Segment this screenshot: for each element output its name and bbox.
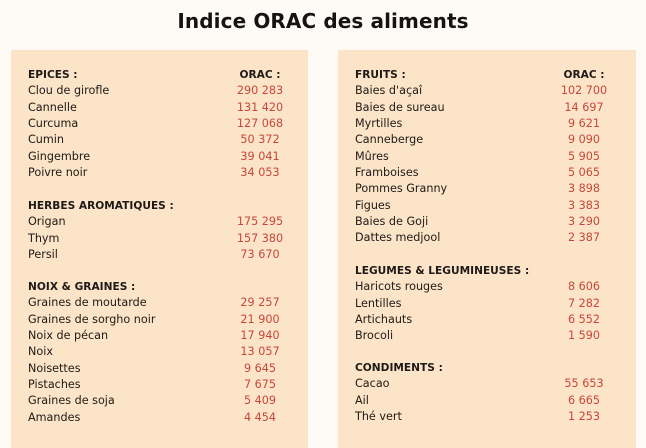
orac-value: 127 068: [236, 117, 284, 131]
food-name: Lentilles: [355, 296, 402, 310]
section-title: FRUITS :: [355, 69, 406, 81]
food-name: Canneberge: [355, 133, 424, 147]
food-name: Cannelle: [28, 100, 77, 114]
food-name: Cumin: [28, 133, 64, 147]
list-item: [11, 361, 308, 377]
food-name: Myrtilles: [355, 117, 403, 131]
orac-value: 102 700: [560, 84, 608, 98]
left-panel: [11, 50, 308, 448]
orac-value: 5 905: [567, 149, 601, 163]
orac-header: ORAC :: [239, 69, 281, 81]
orac-value: 3 290: [567, 215, 601, 229]
food-name: Baies d'açaî: [355, 84, 423, 98]
list-item: [338, 296, 636, 312]
orac-value: 3 898: [567, 182, 601, 196]
list-item: [11, 393, 308, 409]
orac-header: ORAC :: [563, 69, 605, 81]
list-item: [338, 181, 636, 197]
list-item: [11, 312, 308, 328]
food-name: Persil: [28, 248, 58, 262]
section-title: NOIX & GRAINES :: [28, 281, 136, 293]
orac-value: 175 295: [236, 215, 284, 229]
orac-value: 14 697: [564, 100, 604, 114]
food-name: Noisettes: [28, 361, 81, 375]
orac-value: 73 670: [240, 248, 280, 262]
section-header: [338, 360, 636, 376]
orac-value: 3 383: [567, 198, 601, 212]
food-name: Pistaches: [28, 378, 81, 392]
food-name: Gingembre: [28, 149, 91, 163]
orac-value: 4 454: [243, 410, 277, 424]
orac-value: 39 041: [240, 149, 280, 163]
list-item: [338, 312, 636, 328]
orac-value: 2 387: [567, 231, 601, 245]
list-item: [11, 116, 308, 132]
food-name: Clou de girofle: [28, 84, 110, 98]
orac-value: 13 057: [240, 345, 280, 359]
list-item: [338, 230, 636, 246]
list-item: [338, 214, 636, 230]
orac-value: 8 606: [567, 280, 601, 294]
list-item: [338, 165, 636, 181]
food-name: Thym: [28, 231, 60, 245]
section-title: CONDIMENTS :: [355, 362, 443, 374]
orac-value: 1 590: [567, 329, 601, 343]
list-item: [11, 132, 308, 148]
food-name: Brocoli: [355, 329, 394, 343]
list-item: [11, 377, 308, 393]
list-item: [11, 344, 308, 360]
list-item: [11, 100, 308, 116]
orac-value: 5 065: [567, 166, 601, 180]
food-name: Artichauts: [355, 313, 413, 327]
orac-value: 131 420: [236, 100, 284, 114]
food-name: Dattes medjool: [355, 231, 441, 245]
section-fruits: [338, 67, 636, 247]
food-name: Noix de pécan: [28, 329, 109, 343]
orac-value: 290 283: [236, 84, 284, 98]
orac-value: 34 053: [240, 166, 280, 180]
section-header: [11, 279, 308, 295]
orac-value: 6 552: [567, 313, 601, 327]
section-title: EPICES :: [28, 69, 78, 81]
food-name: Amandes: [28, 410, 81, 424]
food-name: Figues: [355, 198, 391, 212]
orac-value: 9 090: [567, 133, 601, 147]
orac-value: 9 645: [243, 361, 277, 375]
section-legumes: [338, 263, 636, 345]
orac-value: 1 253: [567, 410, 601, 424]
food-name: Origan: [28, 215, 66, 229]
list-item: [338, 279, 636, 295]
section-condiments: [338, 360, 636, 425]
section-herbes: [11, 198, 308, 263]
food-name: Noix: [28, 345, 53, 359]
orac-value: 157 380: [236, 231, 284, 245]
section-header: [11, 198, 308, 214]
section-header: [11, 67, 308, 83]
list-item: [11, 410, 308, 426]
orac-value: 7 282: [567, 296, 601, 310]
orac-value: 5 409: [243, 394, 277, 408]
list-item: [11, 165, 308, 181]
list-item: [11, 328, 308, 344]
list-item: [338, 100, 636, 116]
section-title: HERBES AROMATIQUES :: [28, 200, 174, 212]
orac-value: 6 665: [567, 393, 601, 407]
list-item: [338, 393, 636, 409]
section-epices: [11, 67, 308, 181]
food-name: Ail: [355, 393, 369, 407]
list-item: [338, 132, 636, 148]
food-name: Baies de sureau: [355, 100, 445, 114]
food-name: Mûres: [355, 149, 389, 163]
orac-value: 21 900: [240, 312, 280, 326]
list-item: [11, 247, 308, 263]
list-item: [338, 83, 636, 99]
list-item: [338, 409, 636, 425]
list-item: [338, 149, 636, 165]
orac-value: 7 675: [243, 378, 277, 392]
page-title: Indice ORAC des aliments: [177, 9, 469, 33]
list-item: [11, 149, 308, 165]
orac-value: 50 372: [240, 133, 280, 147]
food-name: Poivre noir: [28, 166, 88, 180]
section-noix: [11, 279, 308, 426]
food-name: Cacao: [355, 377, 390, 391]
food-name: Baies de Goji: [355, 215, 429, 229]
orac-value: 29 257: [240, 296, 280, 310]
food-name: Graines de moutarde: [28, 296, 147, 310]
food-name: Graines de sorgho noir: [28, 312, 156, 326]
food-name: Framboises: [355, 166, 419, 180]
orac-value: 9 621: [567, 117, 601, 131]
orac-value: 17 940: [240, 329, 280, 343]
orac-value: 55 653: [564, 377, 604, 391]
list-item: [11, 231, 308, 247]
food-name: Graines de soja: [28, 394, 115, 408]
section-title: LEGUMES & LEGUMINEUSES :: [355, 265, 530, 277]
food-name: Haricots rouges: [355, 280, 443, 294]
food-name: Thé vert: [355, 410, 402, 424]
list-item: [338, 116, 636, 132]
food-name: Pommes Granny: [355, 182, 448, 196]
list-item: [11, 214, 308, 230]
list-item: [338, 198, 636, 214]
section-header: [338, 263, 636, 279]
list-item: [338, 328, 636, 344]
food-name: Curcuma: [28, 117, 79, 131]
right-panel: [338, 50, 636, 448]
list-item: [338, 376, 636, 392]
section-header: [338, 67, 636, 83]
list-item: [11, 295, 308, 311]
list-item: [11, 83, 308, 99]
